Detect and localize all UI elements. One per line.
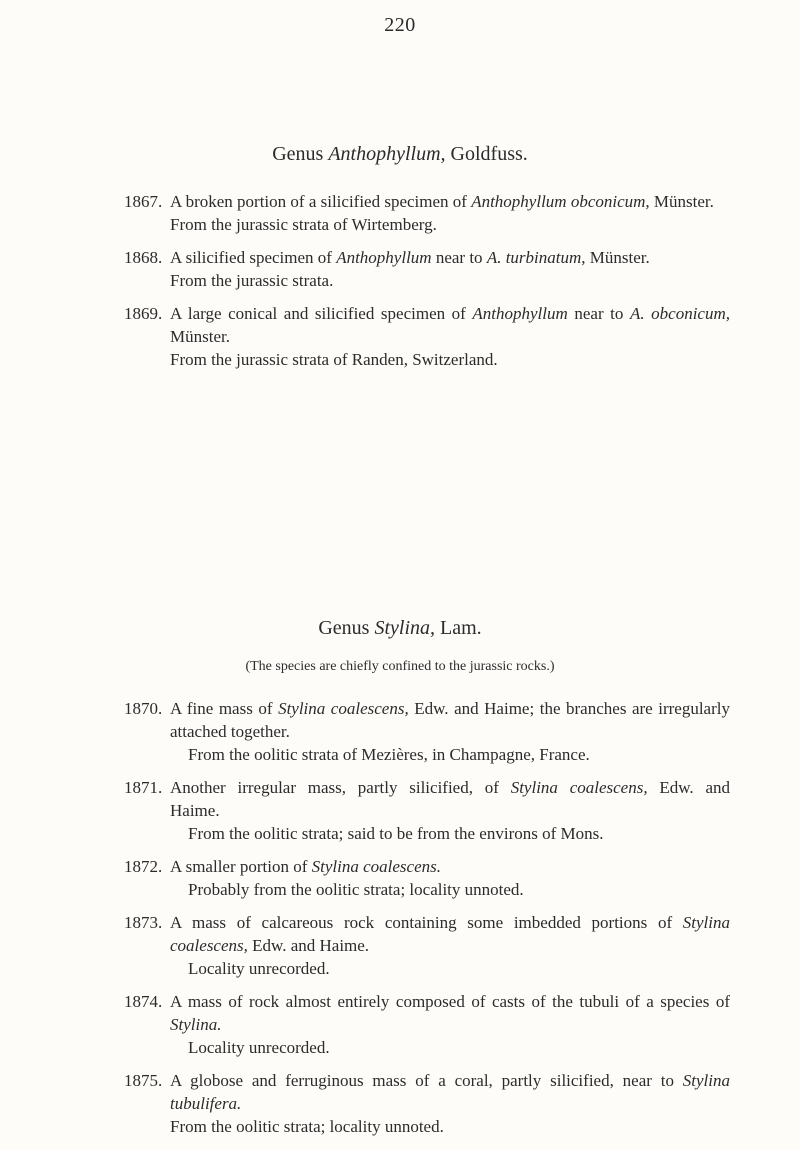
entry-number: 1875. xyxy=(124,1071,163,1090)
entry-locality: From the oolitic strata; locality unnoted. xyxy=(170,1117,444,1136)
entry-locality: Locality unrecorded. xyxy=(188,959,330,978)
genus-heading-stylina: Genus Stylina, Lam. xyxy=(318,617,482,639)
catalog-entry-1871: 1871. Another irregular mass, partly silicified, of Stylina coalescens, Edw. and Haime. From the oolitic strata; said to be from the environs of Mons. xyxy=(124,778,731,843)
page-number: 220 xyxy=(384,14,416,36)
entry-locality: From the oolitic strata; said to be from the environs of Mons. xyxy=(188,824,604,843)
entry-locality: Locality unrecorded. xyxy=(188,1038,330,1057)
entry-locality: From the jurassic strata of Wirtemberg. xyxy=(170,215,437,234)
catalog-entry-1868: 1868. A silicified specimen of Anthophyllum near to A. turbinatum, Münster. From the jurassic strata. xyxy=(124,246,730,292)
entry-number: 1867. xyxy=(124,192,163,211)
entry-locality: Probably from the oolitic strata; locality unnoted. xyxy=(188,880,524,899)
entry-number: 1870. xyxy=(124,699,163,718)
genus-heading-anthophyllum: Genus Anthophyllum, Goldfuss. xyxy=(272,143,528,165)
catalog-entry-1872: 1872. A smaller portion of Stylina coalescens. Probably from the oolitic strata; locality unnoted. xyxy=(124,855,730,901)
entry-number: 1873. xyxy=(124,913,163,932)
entry-locality: From the jurassic strata of Randen, Switzerland. xyxy=(170,350,498,369)
catalog-entry-1869: 1869. A large conical and silicified specimen of Anthophyllum near to A. obconicum, Münster. From the jurassic strata of Randen, Switzerland. xyxy=(124,304,730,369)
catalog-entry-1873: 1873. A mass of calcareous rock containing some imbedded portions of Stylina coalescens, Edw. and Haime. Locality unrecorded. xyxy=(124,913,730,978)
catalog-entry-1875: 1875. A globose and ferruginous mass of a coral, partly silicified, near to Stylina tubulifera. From the oolitic strata; locality unnoted. xyxy=(124,1071,730,1136)
entry-number: 1868. xyxy=(124,248,163,267)
entry-number: 1869. xyxy=(124,304,163,323)
catalog-entry-1870: 1870. A fine mass of Stylina coalescens, Edw. and Haime; the branches are irregularly attached together. From the oolitic strata of Mezières, in Champagne, France. xyxy=(124,699,730,764)
section-note: (The species are chiefly confined to the jurassic rocks.) xyxy=(245,659,555,674)
catalog-entry-1874: 1874. A mass of rock almost entirely composed of casts of the tubuli of a species of Stylina. Locality unrecorded. xyxy=(124,992,730,1057)
entry-number: 1872. xyxy=(124,857,163,876)
entry-number: 1874. xyxy=(124,992,163,1011)
entry-locality: From the jurassic strata. xyxy=(170,271,334,290)
entry-number: 1871. xyxy=(124,778,163,797)
entry-locality: From the oolitic strata of Mezières, in Champagne, France. xyxy=(188,745,590,764)
catalog-entry-1867: 1867. A broken portion of a silicified specimen of Anthophyllum obconicum, Münster. From the jurassic strata of Wirtemberg. xyxy=(124,190,730,236)
